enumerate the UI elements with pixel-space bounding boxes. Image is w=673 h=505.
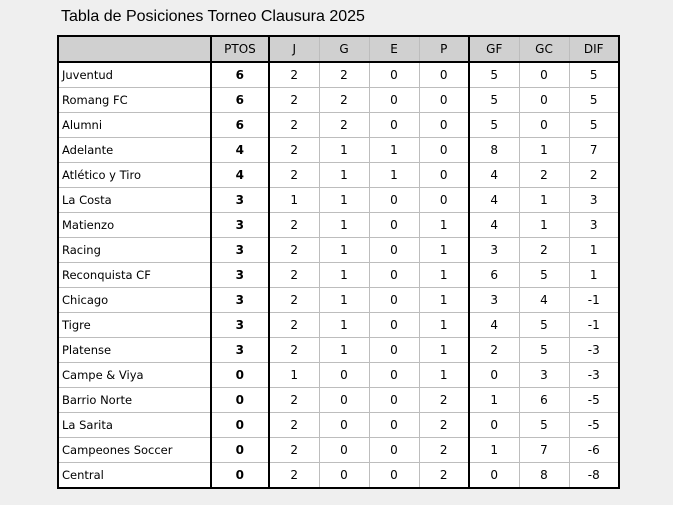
cell-p: 0 bbox=[419, 163, 469, 188]
cell-j: 2 bbox=[269, 238, 319, 263]
cell-pts: 3 bbox=[211, 238, 269, 263]
cell-p: 0 bbox=[419, 62, 469, 88]
cell-gc: 0 bbox=[519, 113, 569, 138]
cell-pts: 6 bbox=[211, 88, 269, 113]
cell-gc: 0 bbox=[519, 62, 569, 88]
cell-g: 1 bbox=[319, 238, 369, 263]
cell-j: 2 bbox=[269, 88, 319, 113]
cell-pts: 0 bbox=[211, 463, 269, 489]
header-team bbox=[58, 36, 211, 62]
cell-e: 0 bbox=[369, 113, 419, 138]
table-row bbox=[58, 388, 619, 413]
cell-j: 2 bbox=[269, 338, 319, 363]
cell-pts: 6 bbox=[211, 62, 269, 88]
cell-p: 2 bbox=[419, 388, 469, 413]
cell-g: 0 bbox=[319, 388, 369, 413]
cell-p: 0 bbox=[419, 113, 469, 138]
cell-gc: 1 bbox=[519, 138, 569, 163]
cell-gc: 2 bbox=[519, 238, 569, 263]
cell-g: 0 bbox=[319, 463, 369, 489]
cell-j: 2 bbox=[269, 463, 319, 489]
cell-gf: 5 bbox=[469, 62, 519, 88]
cell-team: Platense bbox=[58, 338, 211, 363]
cell-dif: -3 bbox=[569, 363, 619, 388]
table-row bbox=[58, 62, 619, 88]
cell-e: 0 bbox=[369, 288, 419, 313]
cell-e: 0 bbox=[369, 388, 419, 413]
cell-e: 0 bbox=[369, 363, 419, 388]
cell-dif: 5 bbox=[569, 88, 619, 113]
cell-j: 2 bbox=[269, 138, 319, 163]
cell-pts: 0 bbox=[211, 438, 269, 463]
cell-team: Campeones Soccer bbox=[58, 438, 211, 463]
cell-g: 0 bbox=[319, 413, 369, 438]
cell-gc: 5 bbox=[519, 413, 569, 438]
cell-gc: 8 bbox=[519, 463, 569, 489]
header-p: P bbox=[419, 36, 469, 62]
cell-pts: 4 bbox=[211, 138, 269, 163]
table-row bbox=[58, 413, 619, 438]
cell-team: Atlético y Tiro bbox=[58, 163, 211, 188]
cell-g: 1 bbox=[319, 138, 369, 163]
cell-p: 2 bbox=[419, 463, 469, 489]
cell-p: 0 bbox=[419, 88, 469, 113]
cell-gf: 4 bbox=[469, 213, 519, 238]
cell-pts: 3 bbox=[211, 313, 269, 338]
cell-gc: 5 bbox=[519, 313, 569, 338]
cell-e: 0 bbox=[369, 338, 419, 363]
table-row bbox=[58, 88, 619, 113]
cell-e: 0 bbox=[369, 213, 419, 238]
cell-dif: 3 bbox=[569, 213, 619, 238]
cell-team: Adelante bbox=[58, 138, 211, 163]
cell-gc: 3 bbox=[519, 363, 569, 388]
cell-p: 0 bbox=[419, 188, 469, 213]
cell-gf: 0 bbox=[469, 463, 519, 489]
table-row bbox=[58, 313, 619, 338]
cell-gc: 1 bbox=[519, 188, 569, 213]
cell-team: Tigre bbox=[58, 313, 211, 338]
table-title: Tabla de Posiciones Torneo Clausura 2025 bbox=[61, 8, 365, 25]
cell-pts: 0 bbox=[211, 363, 269, 388]
table-row bbox=[58, 113, 619, 138]
cell-team: Juventud bbox=[58, 62, 211, 88]
cell-g: 0 bbox=[319, 363, 369, 388]
cell-gf: 4 bbox=[469, 313, 519, 338]
header-row bbox=[58, 36, 619, 62]
cell-j: 2 bbox=[269, 163, 319, 188]
table-row bbox=[58, 213, 619, 238]
cell-gf: 3 bbox=[469, 238, 519, 263]
cell-dif: 7 bbox=[569, 138, 619, 163]
cell-team: La Sarita bbox=[58, 413, 211, 438]
cell-g: 1 bbox=[319, 288, 369, 313]
cell-pts: 0 bbox=[211, 413, 269, 438]
cell-dif: -1 bbox=[569, 288, 619, 313]
cell-g: 0 bbox=[319, 438, 369, 463]
cell-e: 0 bbox=[369, 238, 419, 263]
cell-e: 0 bbox=[369, 188, 419, 213]
cell-team: Reconquista CF bbox=[58, 263, 211, 288]
cell-team: Racing bbox=[58, 238, 211, 263]
cell-j: 2 bbox=[269, 438, 319, 463]
table-row bbox=[58, 238, 619, 263]
cell-gf: 5 bbox=[469, 113, 519, 138]
cell-team: Matienzo bbox=[58, 213, 211, 238]
cell-team: Central bbox=[58, 463, 211, 489]
cell-j: 2 bbox=[269, 413, 319, 438]
table-row bbox=[58, 163, 619, 188]
header-dif: DIF bbox=[569, 36, 619, 62]
cell-gf: 0 bbox=[469, 413, 519, 438]
cell-g: 1 bbox=[319, 213, 369, 238]
cell-g: 1 bbox=[319, 313, 369, 338]
cell-gf: 2 bbox=[469, 338, 519, 363]
cell-j: 1 bbox=[269, 188, 319, 213]
table-row bbox=[58, 463, 619, 489]
cell-g: 2 bbox=[319, 62, 369, 88]
cell-gf: 8 bbox=[469, 138, 519, 163]
cell-gf: 4 bbox=[469, 188, 519, 213]
header-pts: PTOS bbox=[211, 36, 269, 62]
cell-gf: 0 bbox=[469, 363, 519, 388]
cell-j: 2 bbox=[269, 113, 319, 138]
header-g: G bbox=[319, 36, 369, 62]
cell-p: 1 bbox=[419, 288, 469, 313]
cell-j: 2 bbox=[269, 288, 319, 313]
cell-dif: 1 bbox=[569, 238, 619, 263]
cell-pts: 3 bbox=[211, 338, 269, 363]
standings-table bbox=[57, 35, 620, 489]
cell-gc: 5 bbox=[519, 263, 569, 288]
cell-gc: 6 bbox=[519, 388, 569, 413]
cell-team: Chicago bbox=[58, 288, 211, 313]
cell-dif: -3 bbox=[569, 338, 619, 363]
table-row bbox=[58, 363, 619, 388]
cell-e: 1 bbox=[369, 163, 419, 188]
cell-p: 1 bbox=[419, 213, 469, 238]
cell-p: 1 bbox=[419, 338, 469, 363]
cell-gf: 1 bbox=[469, 388, 519, 413]
table-row bbox=[58, 263, 619, 288]
cell-dif: -6 bbox=[569, 438, 619, 463]
table-row bbox=[58, 188, 619, 213]
cell-e: 0 bbox=[369, 313, 419, 338]
cell-j: 1 bbox=[269, 363, 319, 388]
cell-e: 0 bbox=[369, 463, 419, 489]
cell-j: 2 bbox=[269, 62, 319, 88]
cell-g: 1 bbox=[319, 338, 369, 363]
cell-j: 2 bbox=[269, 388, 319, 413]
standings-body bbox=[58, 62, 619, 488]
cell-pts: 4 bbox=[211, 163, 269, 188]
cell-gc: 0 bbox=[519, 88, 569, 113]
cell-dif: -8 bbox=[569, 463, 619, 489]
cell-pts: 3 bbox=[211, 288, 269, 313]
cell-j: 2 bbox=[269, 313, 319, 338]
cell-gf: 1 bbox=[469, 438, 519, 463]
table-row bbox=[58, 138, 619, 163]
cell-j: 2 bbox=[269, 213, 319, 238]
cell-dif: -5 bbox=[569, 388, 619, 413]
header-e: E bbox=[369, 36, 419, 62]
cell-e: 0 bbox=[369, 88, 419, 113]
cell-pts: 3 bbox=[211, 188, 269, 213]
cell-dif: 5 bbox=[569, 113, 619, 138]
cell-team: Campe & Viya bbox=[58, 363, 211, 388]
cell-e: 0 bbox=[369, 438, 419, 463]
table-row bbox=[58, 338, 619, 363]
cell-team: Romang FC bbox=[58, 88, 211, 113]
cell-p: 1 bbox=[419, 363, 469, 388]
cell-e: 0 bbox=[369, 62, 419, 88]
cell-g: 2 bbox=[319, 113, 369, 138]
cell-g: 1 bbox=[319, 188, 369, 213]
cell-p: 2 bbox=[419, 438, 469, 463]
cell-team: Barrio Norte bbox=[58, 388, 211, 413]
cell-pts: 0 bbox=[211, 388, 269, 413]
cell-g: 2 bbox=[319, 88, 369, 113]
header-gc: GC bbox=[519, 36, 569, 62]
cell-p: 0 bbox=[419, 138, 469, 163]
cell-pts: 3 bbox=[211, 213, 269, 238]
cell-gc: 5 bbox=[519, 338, 569, 363]
cell-gc: 1 bbox=[519, 213, 569, 238]
header-gf: GF bbox=[469, 36, 519, 62]
cell-dif: 2 bbox=[569, 163, 619, 188]
cell-p: 2 bbox=[419, 413, 469, 438]
cell-e: 1 bbox=[369, 138, 419, 163]
cell-gc: 4 bbox=[519, 288, 569, 313]
cell-p: 1 bbox=[419, 238, 469, 263]
cell-e: 0 bbox=[369, 263, 419, 288]
cell-pts: 6 bbox=[211, 113, 269, 138]
cell-dif: 3 bbox=[569, 188, 619, 213]
cell-team: La Costa bbox=[58, 188, 211, 213]
cell-gf: 4 bbox=[469, 163, 519, 188]
cell-gc: 7 bbox=[519, 438, 569, 463]
table-row bbox=[58, 288, 619, 313]
cell-dif: -5 bbox=[569, 413, 619, 438]
cell-gf: 3 bbox=[469, 288, 519, 313]
cell-gf: 6 bbox=[469, 263, 519, 288]
cell-pts: 3 bbox=[211, 263, 269, 288]
cell-dif: 5 bbox=[569, 62, 619, 88]
cell-gf: 5 bbox=[469, 88, 519, 113]
cell-team: Alumni bbox=[58, 113, 211, 138]
header-j: J bbox=[269, 36, 319, 62]
cell-j: 2 bbox=[269, 263, 319, 288]
cell-dif: -1 bbox=[569, 313, 619, 338]
cell-dif: 1 bbox=[569, 263, 619, 288]
cell-g: 1 bbox=[319, 163, 369, 188]
cell-p: 1 bbox=[419, 263, 469, 288]
cell-gc: 2 bbox=[519, 163, 569, 188]
cell-p: 1 bbox=[419, 313, 469, 338]
cell-e: 0 bbox=[369, 413, 419, 438]
table-row bbox=[58, 438, 619, 463]
cell-g: 1 bbox=[319, 263, 369, 288]
